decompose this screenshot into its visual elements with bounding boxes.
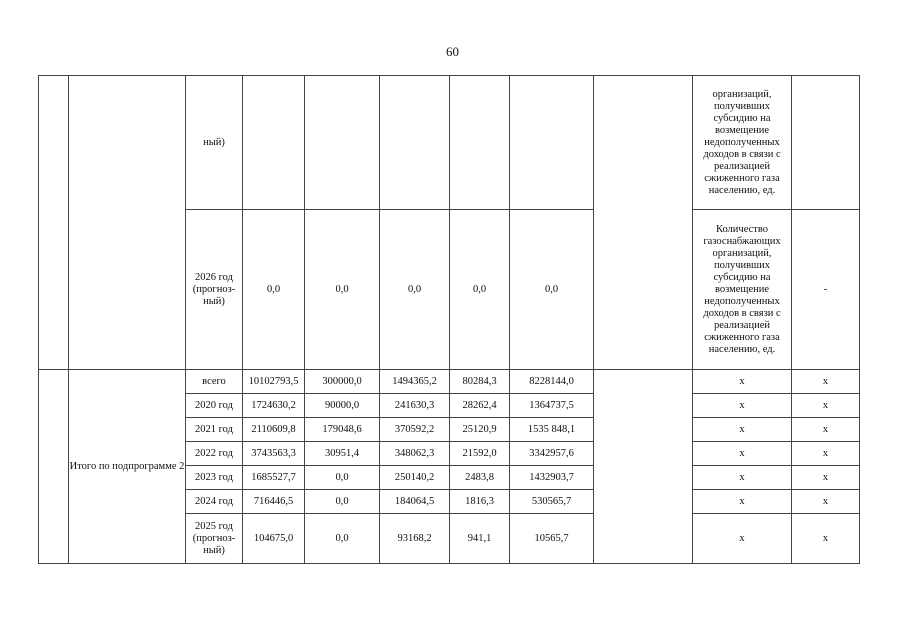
year-cell: всего [186, 370, 243, 394]
value-cell: 241630,3 [380, 394, 450, 418]
value-cell: 0,0 [305, 466, 380, 490]
executor-cell [594, 370, 693, 564]
indicator-cell: х [693, 466, 792, 490]
value-cell: 300000,0 [305, 370, 380, 394]
value-cell: 1535 848,1 [510, 418, 594, 442]
value-cell: 1364737,5 [510, 394, 594, 418]
value-cell: 10565,7 [510, 514, 594, 564]
year-cell: 2022 год [186, 442, 243, 466]
num-cell [39, 76, 69, 370]
year-cell: 2025 год (прогноз-ный) [186, 514, 243, 564]
value-cell: 3743563,3 [243, 442, 305, 466]
target-cell: х [792, 466, 860, 490]
target-cell: х [792, 418, 860, 442]
value-cell: 716446,5 [243, 490, 305, 514]
value-cell: 0,0 [305, 514, 380, 564]
value-cell [510, 76, 594, 210]
value-cell [243, 76, 305, 210]
value-cell: 1685527,7 [243, 466, 305, 490]
value-cell: 941,1 [450, 514, 510, 564]
indicator-cell: х [693, 370, 792, 394]
value-cell: 530565,7 [510, 490, 594, 514]
indicator-cell: х [693, 418, 792, 442]
value-cell: 0,0 [450, 210, 510, 370]
indicator-cell: х [693, 442, 792, 466]
value-cell: 184064,5 [380, 490, 450, 514]
value-cell: 25120,9 [450, 418, 510, 442]
value-cell: 3342957,6 [510, 442, 594, 466]
target-cell: х [792, 370, 860, 394]
value-cell: 30951,4 [305, 442, 380, 466]
target-cell: - [792, 210, 860, 370]
table-row [39, 76, 860, 210]
year-cell: 2021 год [186, 418, 243, 442]
value-cell: 0,0 [380, 210, 450, 370]
value-cell [380, 76, 450, 210]
target-cell: х [792, 514, 860, 564]
value-cell: 179048,6 [305, 418, 380, 442]
name-cell [69, 76, 186, 370]
value-cell: 0,0 [305, 490, 380, 514]
indicator-cell: х [693, 490, 792, 514]
value-cell: 1494365,2 [380, 370, 450, 394]
budget-table [38, 75, 860, 564]
value-cell: 0,0 [305, 210, 380, 370]
value-cell: 104675,0 [243, 514, 305, 564]
value-cell: 348062,3 [380, 442, 450, 466]
target-cell [792, 76, 860, 210]
indicator-cell: х [693, 514, 792, 564]
value-cell: 2110609,8 [243, 418, 305, 442]
value-cell [450, 76, 510, 210]
target-cell: х [792, 394, 860, 418]
value-cell: 90000,0 [305, 394, 380, 418]
value-cell: 93168,2 [380, 514, 450, 564]
year-cell: 2023 год [186, 466, 243, 490]
target-cell: х [792, 490, 860, 514]
value-cell: 80284,3 [450, 370, 510, 394]
value-cell: 0,0 [510, 210, 594, 370]
value-cell: 21592,0 [450, 442, 510, 466]
value-cell [305, 76, 380, 210]
value-cell: 1724630,2 [243, 394, 305, 418]
value-cell: 250140,2 [380, 466, 450, 490]
value-cell: 0,0 [243, 210, 305, 370]
value-cell: 2483,8 [450, 466, 510, 490]
indicator-cell: организаций, получивших субсидию на возмещение недополученных доходов в связи с реализацией сжиженного газа населению, ед. [693, 76, 792, 210]
value-cell: 1432903,7 [510, 466, 594, 490]
value-cell: 28262,4 [450, 394, 510, 418]
indicator-cell: х [693, 394, 792, 418]
target-cell: х [792, 442, 860, 466]
value-cell: 1816,3 [450, 490, 510, 514]
num-cell [39, 370, 69, 564]
table-row [39, 370, 860, 394]
year-cell: 2024 год [186, 490, 243, 514]
executor-cell [594, 76, 693, 370]
year-cell: ный) [186, 76, 243, 210]
indicator-cell: Количество газоснабжающих организаций, получивших субсидию на возмещение недополученных доходов в связи с реализацией сжиженного газа населению, ед. [693, 210, 792, 370]
year-cell: 2020 год [186, 394, 243, 418]
subprogram-total-label: Итого по подпрограмме 2 [69, 370, 186, 564]
value-cell: 370592,2 [380, 418, 450, 442]
year-cell: 2026 год (прогноз-ный) [186, 210, 243, 370]
value-cell: 10102793,5 [243, 370, 305, 394]
page-number: 60 [446, 44, 459, 59]
value-cell: 8228144,0 [510, 370, 594, 394]
